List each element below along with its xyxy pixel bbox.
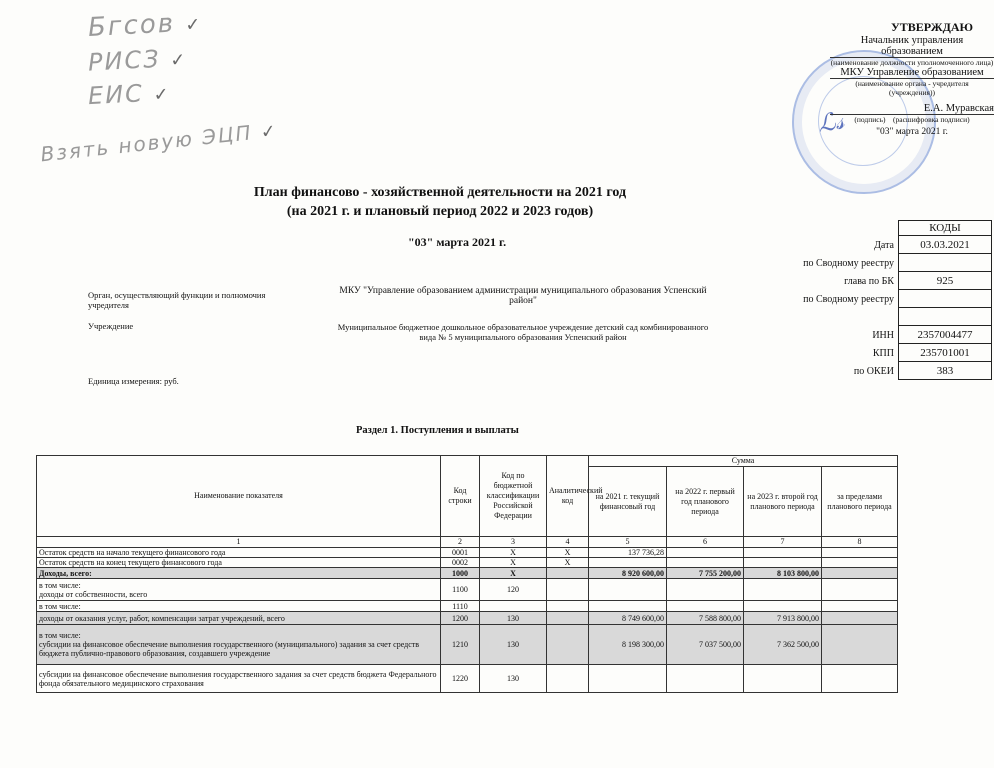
- approval-position-caption: (наименование должности уполномоченного лица): [830, 58, 994, 67]
- row-analytic: X: [547, 558, 589, 568]
- handwritten-note-1: Бгсов ✓: [87, 8, 203, 43]
- row-value-2022: 7 588 800,00: [667, 612, 744, 625]
- row-value-beyond: [822, 625, 898, 665]
- row-value-2022: [667, 558, 744, 568]
- row-value-2021: 8 920 600,00: [589, 568, 667, 579]
- codes-row: по Сводному реестру: [770, 290, 994, 308]
- approval-org-name: МКУ Управление образованием: [830, 67, 994, 79]
- row-analytic: [547, 665, 589, 693]
- row-value-2023: [744, 548, 822, 558]
- row-code: 1000: [441, 568, 480, 579]
- header-analytic: Аналитический код: [547, 456, 589, 537]
- row-code: 0001: [441, 548, 480, 558]
- row-bk-code: 130: [480, 665, 547, 693]
- row-value-2023: [744, 558, 822, 568]
- table-row: [37, 579, 898, 601]
- table-row: [37, 601, 898, 612]
- row-code: 1220: [441, 665, 480, 693]
- table-row: [37, 568, 898, 579]
- plan-date: "03" марта 2021 г.: [408, 235, 507, 249]
- row-value-beyond: [822, 612, 898, 625]
- header-sum: Сумма: [589, 456, 898, 467]
- row-value-beyond: [822, 601, 898, 612]
- row-bk-code: 130: [480, 625, 547, 665]
- row-value-2022: 7 037 500,00: [667, 625, 744, 665]
- handwritten-note-3: ЕИС ✓: [87, 79, 172, 111]
- row-value-2021: [589, 601, 667, 612]
- row-name: Остаток средств на начало текущего финансового года: [37, 548, 441, 558]
- codes-block: [770, 220, 994, 380]
- table-row: [37, 625, 898, 665]
- founder-value: МКУ "Управление образованием администрации муниципального образования Успенский район": [339, 286, 707, 306]
- row-value-2022: [667, 665, 744, 693]
- row-code: 1210: [441, 625, 480, 665]
- row-bk-code: [480, 601, 547, 612]
- handwritten-note-2: РИСЗ ✓: [87, 44, 188, 77]
- row-analytic: X: [547, 548, 589, 558]
- institution-value: Муниципальное бюджетное дошкольное образовательное учреждение детский сад комбинированного вида № 5 муниципального образования Успенский район: [337, 322, 709, 342]
- approval-position-1: Начальник управления: [860, 35, 964, 46]
- row-name: субсидии на финансовое обеспечение выполнения государственного задания за счет средств бюджета Федерального фонда обязательного медицинского страхования: [37, 665, 441, 693]
- row-value-2023: 7 362 500,00: [744, 625, 822, 665]
- income-expense-table: [36, 455, 898, 693]
- row-bk-code: 120: [480, 579, 547, 601]
- row-code: 1110: [441, 601, 480, 612]
- row-bk-code: X: [480, 568, 547, 579]
- approval-title: УТВЕРЖДАЮ: [890, 20, 974, 34]
- approval-date: "03" марта 2021 г.: [876, 127, 948, 137]
- approval-org-caption-2: (учреждения)): [889, 88, 935, 97]
- row-analytic: [547, 579, 589, 601]
- row-analytic: [547, 568, 589, 579]
- row-value-beyond: [822, 579, 898, 601]
- table-row: [37, 558, 898, 568]
- unit-label: Единица измерения: руб.: [88, 376, 179, 386]
- header-2023: на 2023 г. второй год планового периода: [744, 467, 822, 537]
- approval-block: [830, 20, 994, 137]
- header-bk-code: Код по бюджетной классификации Российской Федерации: [480, 456, 547, 537]
- codes-row: Дата 03.03.2021: [770, 236, 994, 254]
- row-value-2021: [589, 579, 667, 601]
- plan-title: План финансово - хозяйственной деятельности на 2021 год (на 2021 г. и плановый период 2022 и 2023 годов): [253, 185, 627, 219]
- row-bk-code: X: [480, 548, 547, 558]
- handwritten-note-4: Взять новую ЭЦП ✓: [39, 120, 279, 167]
- header-2022: на 2022 г. первый год планового периода: [667, 467, 744, 537]
- codes-row: по Сводному реестру: [770, 254, 994, 272]
- codes-row: [770, 308, 994, 326]
- row-value-2021: [589, 665, 667, 693]
- row-value-beyond: [822, 568, 898, 579]
- row-code: 0002: [441, 558, 480, 568]
- row-name: в том числе: субсидии на финансовое обеспечение выполнения государственного (муниципального) задания за счет средств бюджета публично-правового образования, создавшего учреждение: [37, 625, 441, 665]
- column-numbers-row: 1 2 3 4 5 6 7 8: [37, 537, 898, 548]
- row-value-2022: [667, 579, 744, 601]
- row-value-beyond: [822, 665, 898, 693]
- row-name: в том числе:: [37, 601, 441, 612]
- header-2021: на 2021 г. текущий финансовый год: [589, 467, 667, 537]
- row-name: Доходы, всего:: [37, 568, 441, 579]
- row-analytic: [547, 601, 589, 612]
- row-bk-code: 130: [480, 612, 547, 625]
- row-name: доходы от оказания услуг, работ, компенсации затрат учреждений, всего: [37, 612, 441, 625]
- section-title: Раздел 1. Поступления и выплаты: [356, 425, 519, 436]
- institution-label: Учреждение: [88, 321, 134, 331]
- codes-row: глава по БК 925: [770, 272, 994, 290]
- table-row: [37, 548, 898, 558]
- founder-label: Орган, осуществляющий функции и полномочия учредителя: [88, 290, 266, 310]
- signature-mark: ℒ𝓈: [816, 106, 846, 138]
- row-value-2021: [589, 558, 667, 568]
- codes-row: по ОКЕИ 383: [770, 362, 994, 380]
- row-bk-code: X: [480, 558, 547, 568]
- row-code: 1100: [441, 579, 480, 601]
- row-value-beyond: [822, 548, 898, 558]
- row-value-2023: [744, 601, 822, 612]
- row-value-2022: [667, 548, 744, 558]
- table-row: [37, 665, 898, 693]
- header-name: Наименование показателя: [37, 456, 441, 537]
- row-value-2022: 7 755 200,00: [667, 568, 744, 579]
- codes-row: ИНН 2357004477: [770, 326, 994, 344]
- row-name: Остаток средств на конец текущего финансового года: [37, 558, 441, 568]
- header-beyond: за пределами планового периода: [822, 467, 898, 537]
- row-analytic: [547, 612, 589, 625]
- approval-signer: Е.А. Муравская: [830, 103, 994, 115]
- approval-sign-captions: (подпись) (расшифровка подписи): [854, 115, 970, 124]
- codes-header: КОДЫ: [898, 220, 992, 236]
- row-value-2023: [744, 665, 822, 693]
- table-row: [37, 612, 898, 625]
- approval-org-caption-1: (наименование органа - учредителя: [855, 79, 969, 88]
- codes-row: КПП 235701001: [770, 344, 994, 362]
- row-value-2021: 8 198 300,00: [589, 625, 667, 665]
- row-value-2023: [744, 579, 822, 601]
- row-code: 1200: [441, 612, 480, 625]
- row-name: в том числе: доходы от собственности, всего: [37, 579, 441, 601]
- row-analytic: [547, 625, 589, 665]
- row-value-2022: [667, 601, 744, 612]
- approval-position-2: образованием: [830, 46, 994, 58]
- row-value-2021: 8 749 600,00: [589, 612, 667, 625]
- row-value-2021: 137 736,28: [589, 548, 667, 558]
- row-value-2023: 7 913 800,00: [744, 612, 822, 625]
- row-value-beyond: [822, 558, 898, 568]
- row-value-2023: 8 103 800,00: [744, 568, 822, 579]
- header-code-line: Код строки: [441, 456, 480, 537]
